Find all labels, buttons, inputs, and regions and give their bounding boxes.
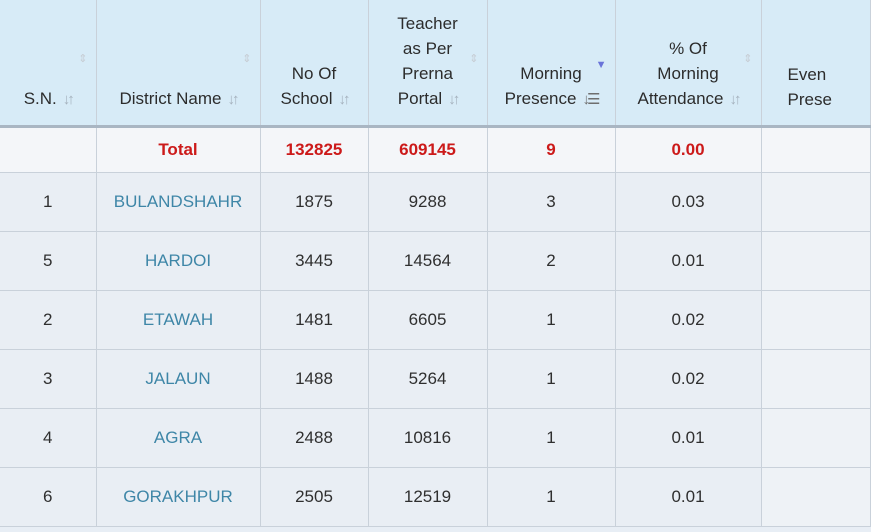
header-label: District Name xyxy=(119,89,222,108)
evening-presence-cell xyxy=(761,468,870,527)
total-teachers: 609145 xyxy=(368,127,487,173)
schools-cell: 2505 xyxy=(260,468,368,527)
sn-cell: 4 xyxy=(0,409,96,468)
pct-attendance-cell: 0.03 xyxy=(615,173,761,232)
schools-cell: 1875 xyxy=(260,173,368,232)
schools-cell: 2488 xyxy=(260,409,368,468)
sn-cell: 2 xyxy=(0,291,96,350)
header-label: Morning xyxy=(657,64,719,83)
header-label: Prese xyxy=(787,90,832,109)
morning-presence-cell: 1 xyxy=(487,468,615,527)
table-row xyxy=(0,173,870,232)
morning-presence-cell: 2 xyxy=(487,232,615,291)
evening-presence-cell xyxy=(761,173,870,232)
pct-attendance-cell: 0.02 xyxy=(615,350,761,409)
sort-hint-icon: ⇕ xyxy=(469,53,479,65)
header-label: Prerna xyxy=(401,64,453,83)
column-header-sn[interactable] xyxy=(0,0,96,127)
morning-presence-cell: 1 xyxy=(487,350,615,409)
header-row xyxy=(0,0,870,127)
sort-arrows-icon[interactable]: ↓↑ xyxy=(448,91,458,108)
schools-cell: 1488 xyxy=(260,350,368,409)
header-label: Presence xyxy=(504,89,577,108)
evening-presence-cell xyxy=(761,350,870,409)
column-header-teacher-as-per-prerna-portal[interactable] xyxy=(368,0,487,127)
morning-presence-cell: 3 xyxy=(487,173,615,232)
header-label: School xyxy=(280,89,333,108)
morning-presence-cell: 1 xyxy=(487,291,615,350)
sort-descending-icon[interactable]: ↓☰ xyxy=(582,91,598,108)
header-label: Even xyxy=(787,65,827,84)
column-header-district-name[interactable] xyxy=(96,0,260,127)
sort-arrows-icon[interactable]: ↓↑ xyxy=(338,91,348,108)
total-schools: 132825 xyxy=(260,127,368,173)
evening-presence-cell xyxy=(761,409,870,468)
column-header-morning-presence[interactable] xyxy=(487,0,615,127)
sort-arrows-icon[interactable]: ↓↑ xyxy=(62,91,72,108)
schools-cell: 3445 xyxy=(260,232,368,291)
pct-attendance-cell: 0.01 xyxy=(615,409,761,468)
total-evening-presence xyxy=(761,127,870,173)
column-header-pct-morning-attendance[interactable] xyxy=(615,0,761,127)
evening-presence-cell xyxy=(761,291,870,350)
district-link[interactable]: AGRA xyxy=(96,409,260,468)
sn-cell: 3 xyxy=(0,350,96,409)
sort-arrows-icon[interactable]: ↓↑ xyxy=(729,91,739,108)
district-link[interactable]: GORAKHPUR xyxy=(96,468,260,527)
header-label: Morning xyxy=(520,64,582,83)
header-label: S.N. xyxy=(23,89,57,108)
pct-attendance-cell: 0.01 xyxy=(615,232,761,291)
teachers-cell: 9288 xyxy=(368,173,487,232)
teachers-cell: 5264 xyxy=(368,350,487,409)
district-link[interactable]: JALAUN xyxy=(96,350,260,409)
total-pct-attendance: 0.00 xyxy=(615,127,761,173)
column-header-evening-presence[interactable] xyxy=(761,0,870,127)
header-label: No Of xyxy=(291,64,337,83)
schools-cell: 1481 xyxy=(260,291,368,350)
table-row xyxy=(0,409,870,468)
pct-attendance-cell: 0.02 xyxy=(615,291,761,350)
sort-hint-icon: ⇕ xyxy=(242,53,252,65)
district-link[interactable]: BULANDSHAHR xyxy=(96,173,260,232)
sn-cell: 6 xyxy=(0,468,96,527)
table-row xyxy=(0,232,870,291)
column-header-no-of-school[interactable] xyxy=(260,0,368,127)
sn-cell: 5 xyxy=(0,232,96,291)
header-label: Attendance xyxy=(637,89,724,108)
table-row xyxy=(0,291,870,350)
sort-direction-indicator-icon: ▼ xyxy=(595,59,607,71)
header-label: as Per xyxy=(402,39,453,58)
header-label: % Of xyxy=(669,39,707,58)
table-row xyxy=(0,350,870,409)
header-label: Portal xyxy=(397,89,443,108)
morning-presence-cell: 1 xyxy=(487,409,615,468)
teachers-cell: 14564 xyxy=(368,232,487,291)
district-link[interactable]: HARDOI xyxy=(96,232,260,291)
sort-hint-icon: ⇕ xyxy=(743,53,753,65)
sort-arrows-icon[interactable]: ↓↑ xyxy=(227,91,237,108)
total-sn-cell xyxy=(0,127,96,173)
sort-hint-icon: ⇕ xyxy=(78,53,88,65)
table-row xyxy=(0,468,870,527)
pct-attendance-cell: 0.01 xyxy=(615,468,761,527)
total-morning-presence: 9 xyxy=(487,127,615,173)
header-label: Teacher xyxy=(397,14,458,33)
total-label: Total xyxy=(96,127,260,173)
district-link[interactable]: ETAWAH xyxy=(96,291,260,350)
sn-cell: 1 xyxy=(0,173,96,232)
total-row xyxy=(0,127,870,173)
evening-presence-cell xyxy=(761,232,870,291)
teachers-cell: 10816 xyxy=(368,409,487,468)
teachers-cell: 12519 xyxy=(368,468,487,527)
teachers-cell: 6605 xyxy=(368,291,487,350)
